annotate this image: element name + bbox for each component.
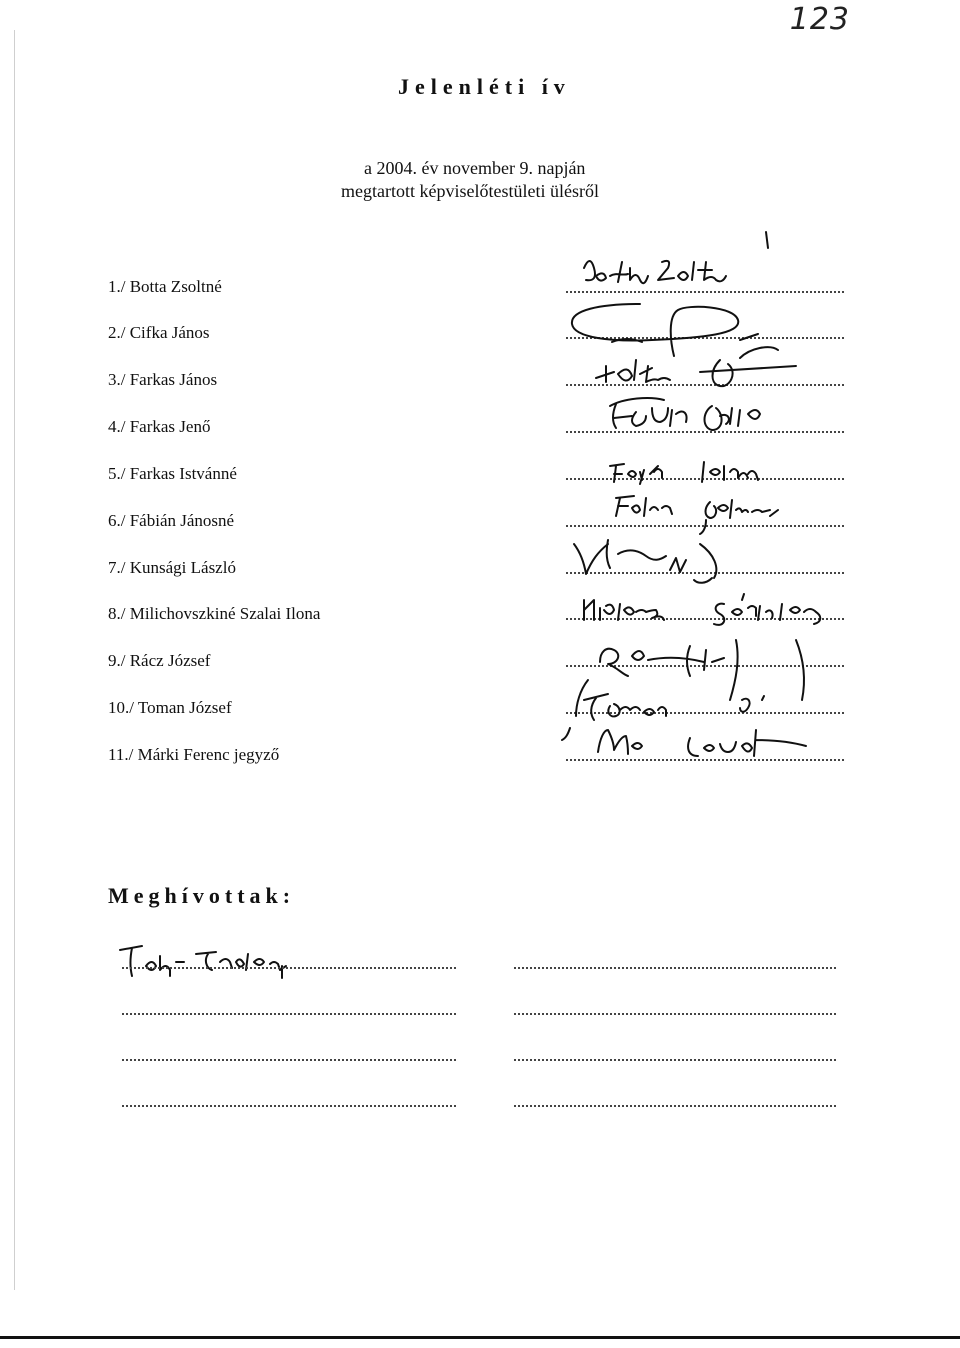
guest-line [122, 1104, 456, 1107]
signature-farkas-jeno [610, 398, 760, 430]
signature-milichovszkine [584, 594, 820, 625]
page-title: Jelenléti ív [398, 74, 571, 99]
guest-line [122, 1012, 456, 1015]
attendee-name: 4./ Farkas Jenő [108, 417, 211, 436]
signature-kunsagi [574, 540, 716, 583]
signature-fabian-janosne [616, 496, 778, 534]
guest-line [122, 1058, 456, 1061]
guest-line [514, 1012, 836, 1015]
attendee-name: 8./ Milichovszkiné Szalai Ilona [108, 604, 321, 623]
signature-marki [598, 730, 806, 756]
guests-heading: Meghívottak: [108, 883, 296, 908]
signature-farkas-istvanne [610, 462, 758, 484]
guest-line [514, 966, 836, 969]
attendee-name: 10./ Toman József [108, 698, 232, 717]
page-bottom-border [0, 1336, 960, 1339]
attendee-name: 11./ Márki Ferenc jegyző [108, 745, 280, 764]
attendee-name: 3./ Farkas János [108, 370, 218, 389]
page-number: 123 [789, 2, 850, 37]
attendee-name: 2./ Cifka János [108, 323, 210, 342]
signature-cifka [572, 304, 758, 356]
signature-guest-toth [120, 946, 286, 978]
guest-line [122, 966, 456, 969]
attendee-name: 7./ Kunsági László [108, 558, 236, 577]
guest-line [514, 1058, 836, 1061]
attendee-name: 9./ Rácz József [108, 651, 211, 670]
signature-racz [600, 640, 804, 700]
signature-botta [584, 232, 768, 283]
meeting-date: a 2004. év november 9. napján [364, 158, 586, 178]
attendee-name: 1./ Botta Zsoltné [108, 277, 222, 296]
guest-line [514, 1104, 836, 1107]
meeting-description: megtartott képviselőtestületi ülésről [341, 181, 599, 201]
attendee-name: 6./ Fábián Jánosné [108, 511, 235, 530]
signature-farkas-janos [596, 347, 796, 386]
attendee-name: 5./ Farkas Istvánné [108, 464, 237, 483]
